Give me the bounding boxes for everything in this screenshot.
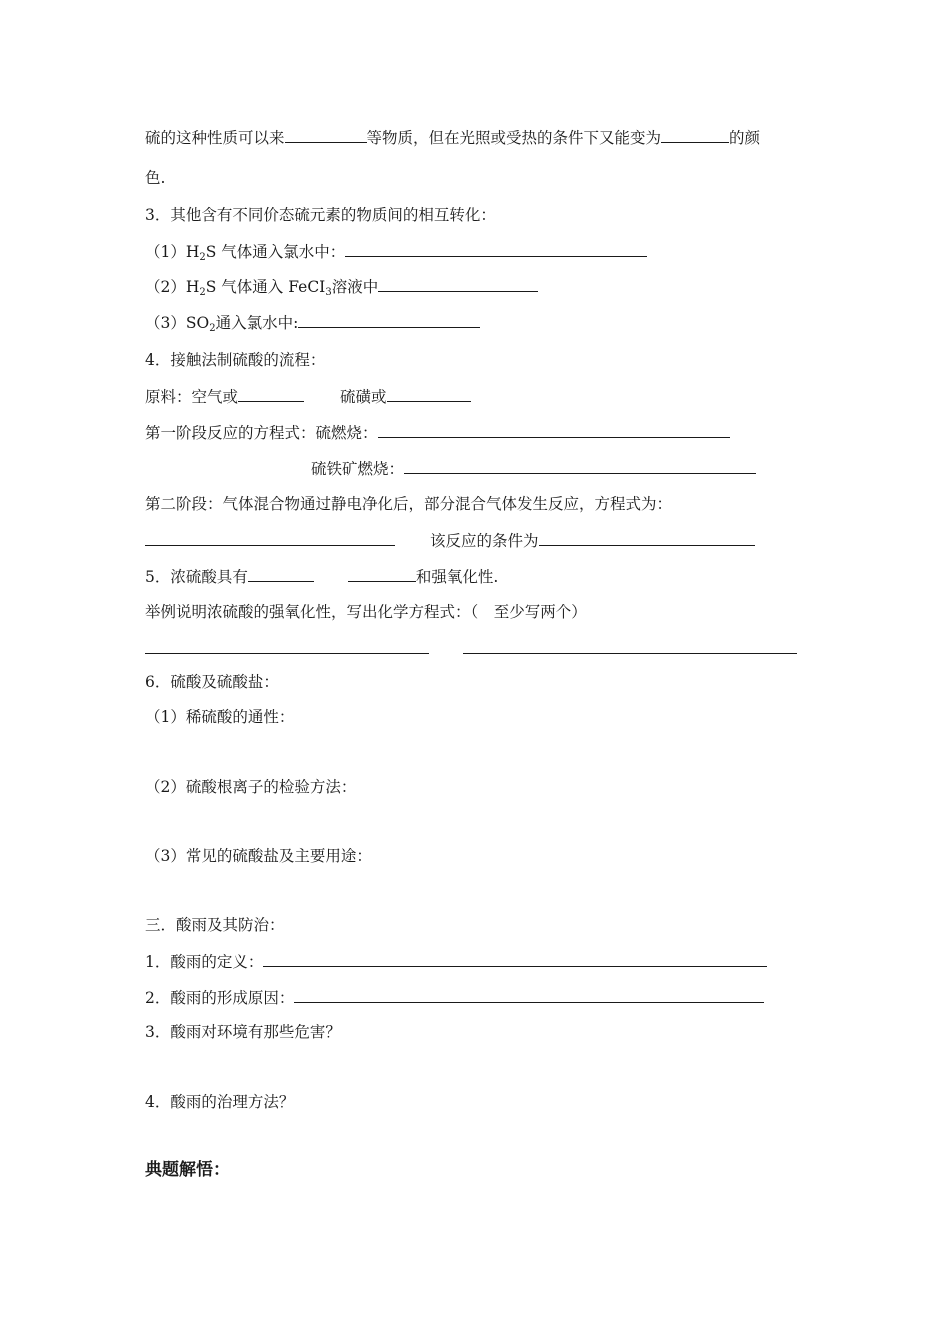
paragraph-continuation: 色. [145,169,166,187]
section-4-title: 4．接触法制硫酸的流程： [145,351,326,369]
fill-blank[interactable] [285,127,367,143]
acid-rain-definition: 1．酸雨的定义： [145,951,767,972]
fill-blank[interactable] [387,386,471,402]
answer-rule[interactable] [145,653,429,654]
text: 的颜 [729,129,761,147]
answer-blank[interactable] [378,422,730,438]
answer-rule[interactable] [145,545,395,546]
answer-rule[interactable] [463,653,797,654]
example-line: 举例说明浓硫酸的强氧化性，写出化学方程式：（ 至少写两个） [145,603,587,621]
text: 硫的这种性质可以来 [145,129,285,147]
answer-blank[interactable] [345,241,647,257]
fill-blank[interactable] [238,386,304,402]
item-6-1: （1）稀硫酸的通性： [145,708,295,726]
fill-blank[interactable] [248,566,314,582]
answer-blank[interactable] [298,312,480,328]
stage2-line: 第二阶段：气体混合物通过静电净化后，部分混合气体发生反应，方程式为： [145,495,673,513]
item-3-3: $(3)SO_2$通入氯水中: [145,312,480,333]
section-heading: 典题解悟： [145,1160,230,1180]
fill-blank[interactable] [348,566,416,582]
raw-materials-line: 原料：空气或 硫磺或 [145,386,471,407]
section-6-title: 6．硫酸及硫酸盐： [145,673,279,691]
answer-blank[interactable] [294,987,764,1003]
stage1-pyrite-line: 硫铁矿燃烧： [311,458,756,479]
paragraph-sulfur-property [145,127,760,148]
item-6-3: （3）常见的硫酸盐及主要用途： [145,847,372,865]
section-3-title: 3．其他含有不同价态硫元素的物质间的相互转化： [145,206,496,224]
answer-blank[interactable] [404,458,756,474]
answer-blank[interactable] [263,951,767,967]
stage1-sulfur-line: 第一阶段反应的方程式：硫燃烧： [145,422,730,443]
condition-line: 该反应的条件为 [430,530,755,551]
item-3-2: $(2)H_2S$ 气体通入 FeCI$_3$溶液中 [145,276,538,297]
answer-blank[interactable] [378,276,538,292]
text: 等物质，但在光照或受热的条件下又能变为 [366,129,662,147]
acid-rain-harm: 3．酸雨对环境有那些危害？ [145,1023,341,1041]
fill-blank[interactable] [661,127,729,143]
item-6-2: （2）硫酸根离子的检验方法： [145,778,357,796]
acid-rain-cause: 2．酸雨的形成原因： [145,987,764,1008]
section-three-title: 三．酸雨及其防治： [145,916,285,934]
section-5-line: 5．浓硫酸具有 和强氧化性. [145,568,499,586]
answer-blank[interactable] [539,530,755,546]
acid-rain-treatment: 4．酸雨的治理方法？ [145,1093,295,1111]
item-3-1: $(1)H_2S$ 气体通入氯水中： [145,241,647,262]
